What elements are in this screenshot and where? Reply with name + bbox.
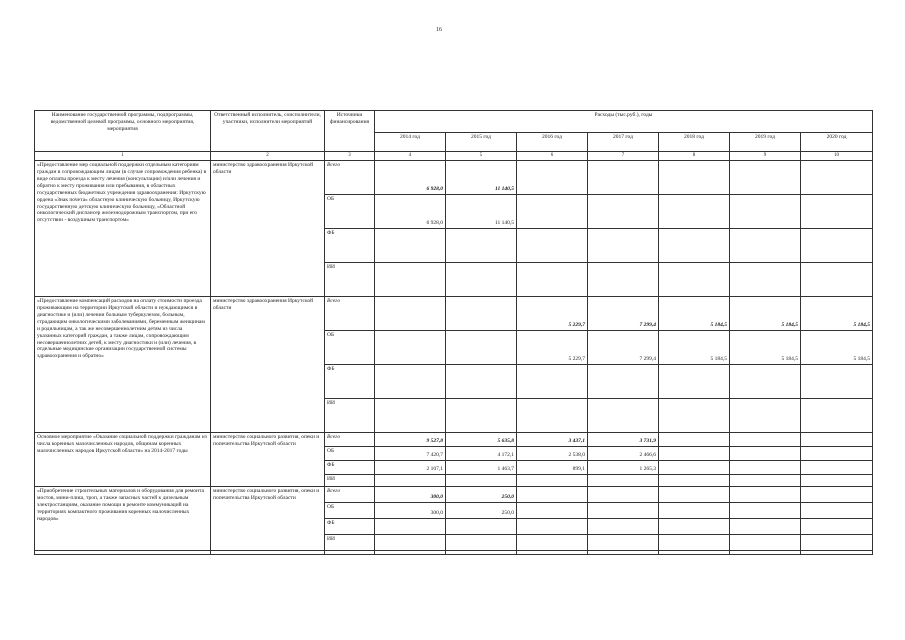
expense-cell bbox=[801, 399, 873, 433]
expense-cell: 9 527,8 bbox=[375, 433, 446, 447]
expense-cell: 250,0 bbox=[446, 503, 517, 519]
expense-cell bbox=[588, 503, 659, 519]
expense-cell bbox=[588, 263, 659, 297]
expense-cell: 5 635,8 bbox=[446, 433, 517, 447]
funding-source: ОБ bbox=[325, 503, 375, 519]
column-index: 4 bbox=[375, 152, 446, 161]
year-header: 2014 год bbox=[375, 133, 446, 152]
column-index: 5 bbox=[446, 152, 517, 161]
column-index: 2 bbox=[211, 152, 325, 161]
expense-cell bbox=[659, 433, 730, 447]
continuation-cell bbox=[588, 551, 659, 555]
expense-cell bbox=[659, 263, 730, 297]
expense-cell bbox=[801, 263, 873, 297]
expense-cell: 7 299,4 bbox=[588, 331, 659, 365]
table-row bbox=[35, 433, 873, 447]
column-index-row bbox=[35, 152, 873, 161]
expense-cell: 3 437,1 bbox=[517, 433, 588, 447]
expense-cell: 11 140,5 bbox=[446, 195, 517, 229]
expense-cell bbox=[517, 475, 588, 487]
expense-cell: 6 928,0 bbox=[375, 161, 446, 195]
expense-cell bbox=[517, 263, 588, 297]
expense-cell bbox=[801, 461, 873, 475]
expense-cell: 250,0 bbox=[446, 487, 517, 503]
header-name: Наименование государственной программы, подпрограммы, ведомственной целевой программы, основного мероприятия, мероприятия bbox=[35, 111, 211, 152]
expense-cell: 5 229,7 bbox=[517, 297, 588, 331]
expense-cell bbox=[730, 195, 801, 229]
expense-cell bbox=[801, 229, 873, 263]
measure-name: Основное мероприятие «Оказание социальной поддержки гражданам из числа коренных малочисленных народов, общинам коренных малочисленных народов Иркутской области» на 2014-2017 годы bbox=[35, 433, 211, 487]
responsible-executor: министерство социального развития, опеки и попечительства Иркутской области bbox=[211, 433, 325, 487]
expense-cell bbox=[801, 475, 873, 487]
continuation-cell bbox=[517, 551, 588, 555]
expense-cell bbox=[375, 263, 446, 297]
expense-cell bbox=[517, 195, 588, 229]
year-header: 2019 год bbox=[730, 133, 801, 152]
expense-cell: 5 184,5 bbox=[730, 297, 801, 331]
header-row bbox=[35, 111, 873, 133]
expense-cell: 11 140,5 bbox=[446, 161, 517, 195]
expense-cell: 300,0 bbox=[375, 503, 446, 519]
expense-cell bbox=[801, 503, 873, 519]
expense-cell bbox=[730, 161, 801, 195]
expense-cell bbox=[517, 519, 588, 535]
year-header: 2017 год bbox=[588, 133, 659, 152]
expense-cell: 3 731,9 bbox=[588, 433, 659, 447]
column-index: 3 bbox=[325, 152, 375, 161]
table-row bbox=[35, 297, 873, 331]
measure-name: «Предоставление мер социальной поддержки отдельным категориям граждан в сопровождающим лицам (в случае сопровождения ребенка) в виде оплаты проезда к месту лечения (консультации) и/или лечения и обратно к месту проживания или пребывания, в областных государственных бюджетных учреждения здравоохранения: Иркутскую ордена «Знак почета» областную клиническую больницу, Иркутскую государственную детскую клиническую больницу, «Областной онкологический диспансер железнодорожным транспортом, при его отсутствии - воздушным транспортом» bbox=[35, 161, 211, 297]
expense-cell bbox=[517, 535, 588, 551]
year-header: 2016 год bbox=[517, 133, 588, 152]
continuation-cell bbox=[211, 551, 325, 555]
expense-cell bbox=[446, 263, 517, 297]
column-index: 7 bbox=[588, 152, 659, 161]
expense-cell bbox=[730, 535, 801, 551]
expense-cell bbox=[588, 535, 659, 551]
table-row bbox=[35, 161, 873, 195]
expense-cell bbox=[588, 161, 659, 195]
funding-source: ОБ bbox=[325, 195, 375, 229]
expense-cell bbox=[446, 229, 517, 263]
expense-cell bbox=[659, 487, 730, 503]
continuation-row bbox=[35, 551, 873, 555]
expense-cell bbox=[801, 195, 873, 229]
expense-cell bbox=[517, 161, 588, 195]
funding-source: ФБ bbox=[325, 461, 375, 475]
expense-cell: 5 229,7 bbox=[517, 331, 588, 365]
expense-cell: 5 184,5 bbox=[659, 331, 730, 365]
table-row bbox=[35, 487, 873, 503]
expense-cell bbox=[659, 535, 730, 551]
expense-cell bbox=[801, 433, 873, 447]
expense-cell bbox=[517, 503, 588, 519]
expense-cell: 2 538,0 bbox=[517, 447, 588, 461]
expense-cell bbox=[588, 365, 659, 399]
expense-cell bbox=[730, 475, 801, 487]
continuation-cell bbox=[446, 551, 517, 555]
expense-cell bbox=[801, 487, 873, 503]
column-index: 9 bbox=[730, 152, 801, 161]
expense-cell bbox=[517, 229, 588, 263]
funding-source: Всего bbox=[325, 297, 375, 331]
year-header: 2020 год bbox=[801, 133, 873, 152]
expense-cell: 7 420,7 bbox=[375, 447, 446, 461]
expense-cell bbox=[730, 503, 801, 519]
expense-cell bbox=[730, 365, 801, 399]
expense-cell bbox=[659, 365, 730, 399]
expense-cell bbox=[730, 263, 801, 297]
expense-cell bbox=[588, 399, 659, 433]
expense-cell bbox=[730, 447, 801, 461]
expense-cell: 2 466,6 bbox=[588, 447, 659, 461]
expense-cell bbox=[517, 365, 588, 399]
column-index: 6 bbox=[517, 152, 588, 161]
expense-cell bbox=[446, 365, 517, 399]
expense-cell: 4 172,1 bbox=[446, 447, 517, 461]
expense-cell bbox=[446, 331, 517, 365]
header-expenses: Расходы (тыс.руб.), годы bbox=[375, 111, 873, 133]
responsible-executor: министерство здравоохранения Иркутской области bbox=[211, 297, 325, 433]
responsible-executor: министерство здравоохранения Иркутской области bbox=[211, 161, 325, 297]
expense-cell: 5 184,5 bbox=[730, 331, 801, 365]
expense-cell bbox=[659, 399, 730, 433]
expense-cell: 5 184,5 bbox=[801, 331, 873, 365]
continuation-cell bbox=[801, 551, 873, 555]
header-source: Источники финансирования bbox=[325, 111, 375, 152]
expense-cell bbox=[730, 487, 801, 503]
expense-cell bbox=[659, 161, 730, 195]
expense-cell: 6 928,0 bbox=[375, 195, 446, 229]
continuation-cell bbox=[730, 551, 801, 555]
expense-cell bbox=[659, 461, 730, 475]
expense-cell bbox=[801, 365, 873, 399]
expense-cell bbox=[730, 229, 801, 263]
expense-cell bbox=[375, 475, 446, 487]
expense-cell: 300,0 bbox=[375, 487, 446, 503]
funding-source: Всего bbox=[325, 161, 375, 195]
funding-source: ИИ bbox=[325, 399, 375, 433]
expense-cell bbox=[588, 487, 659, 503]
continuation-cell bbox=[375, 551, 446, 555]
expense-cell bbox=[446, 297, 517, 331]
column-index: 10 bbox=[801, 152, 873, 161]
funding-source: ОБ bbox=[325, 331, 375, 365]
responsible-executor: министерство социального развития, опеки и попечительства Иркутской области bbox=[211, 487, 325, 551]
page-number: 16 bbox=[436, 27, 442, 33]
expense-cell bbox=[730, 399, 801, 433]
column-index: 1 bbox=[35, 152, 211, 161]
expense-cell bbox=[801, 535, 873, 551]
expense-cell bbox=[446, 535, 517, 551]
budget-table bbox=[34, 110, 873, 555]
funding-source: Всего bbox=[325, 433, 375, 447]
expense-cell bbox=[588, 229, 659, 263]
continuation-cell bbox=[325, 551, 375, 555]
year-header: 2015 год bbox=[446, 133, 517, 152]
expense-cell: 5 184,5 bbox=[801, 297, 873, 331]
column-index: 8 bbox=[659, 152, 730, 161]
year-header: 2018 год bbox=[659, 133, 730, 152]
expense-cell: 7 299,4 bbox=[588, 297, 659, 331]
expense-cell bbox=[446, 475, 517, 487]
expense-cell: 1 265,3 bbox=[588, 461, 659, 475]
expense-cell: 1 463,7 bbox=[446, 461, 517, 475]
funding-source: ОБ bbox=[325, 447, 375, 461]
funding-source: Всего bbox=[325, 487, 375, 503]
expense-cell bbox=[659, 519, 730, 535]
expense-cell bbox=[588, 519, 659, 535]
expense-cell: 899,1 bbox=[517, 461, 588, 475]
expense-cell bbox=[375, 365, 446, 399]
expense-cell bbox=[375, 535, 446, 551]
expense-cell bbox=[730, 433, 801, 447]
funding-source: ИИ bbox=[325, 263, 375, 297]
expense-cell bbox=[801, 519, 873, 535]
funding-source: ФБ bbox=[325, 365, 375, 399]
expense-cell bbox=[659, 447, 730, 461]
funding-source: ИИ bbox=[325, 475, 375, 487]
funding-source: ИИ bbox=[325, 535, 375, 551]
expense-cell bbox=[375, 519, 446, 535]
expense-cell bbox=[659, 503, 730, 519]
expense-cell bbox=[588, 475, 659, 487]
expense-cell bbox=[730, 461, 801, 475]
expense-cell bbox=[375, 331, 446, 365]
expense-cell bbox=[801, 447, 873, 461]
header-responsible: Ответственный исполнитель, соисполнители, участники, исполнители мероприятий bbox=[211, 111, 325, 152]
expense-cell bbox=[375, 399, 446, 433]
expense-cell bbox=[375, 297, 446, 331]
expense-cell bbox=[659, 229, 730, 263]
continuation-cell bbox=[35, 551, 211, 555]
continuation-cell bbox=[659, 551, 730, 555]
expense-cell bbox=[517, 399, 588, 433]
measure-name: «Приобретение строительных материалов и оборудования для ремонта мостов, мини-плиш, троп, а также запасных частей к дизельным электростанциям, оказание помощи в ремонте коммуникаций на территориях компактного проживания коренных малочисленных народов» bbox=[35, 487, 211, 551]
expense-cell bbox=[375, 229, 446, 263]
funding-source: ФБ bbox=[325, 229, 375, 263]
measure-name: «Предоставление компенсаций расходов на оплату стоимости проезда проживающим на территории Иркутской области и нуждающимся в диагностике и (или) лечении больным туберкулезом, больным, страдающим онкологическими заболеваниями, беременным женщинам и родильницам, а так же несовершеннолетним детям из числа указанных категорий граждан, а также лицам, сопровождающим несовершеннолетних детей, к месту диагностики и (или) лечения, в отдельные медицинские организации государственной системы здравоохранения и обратно» bbox=[35, 297, 211, 433]
funding-source: ФБ bbox=[325, 519, 375, 535]
expense-cell bbox=[446, 399, 517, 433]
expense-cell bbox=[730, 519, 801, 535]
expense-cell bbox=[659, 475, 730, 487]
expense-cell: 2 107,1 bbox=[375, 461, 446, 475]
expense-cell bbox=[659, 195, 730, 229]
expense-cell bbox=[588, 195, 659, 229]
expense-cell bbox=[801, 161, 873, 195]
expense-cell: 5 184,5 bbox=[659, 297, 730, 331]
expense-cell bbox=[517, 487, 588, 503]
expense-cell bbox=[446, 519, 517, 535]
